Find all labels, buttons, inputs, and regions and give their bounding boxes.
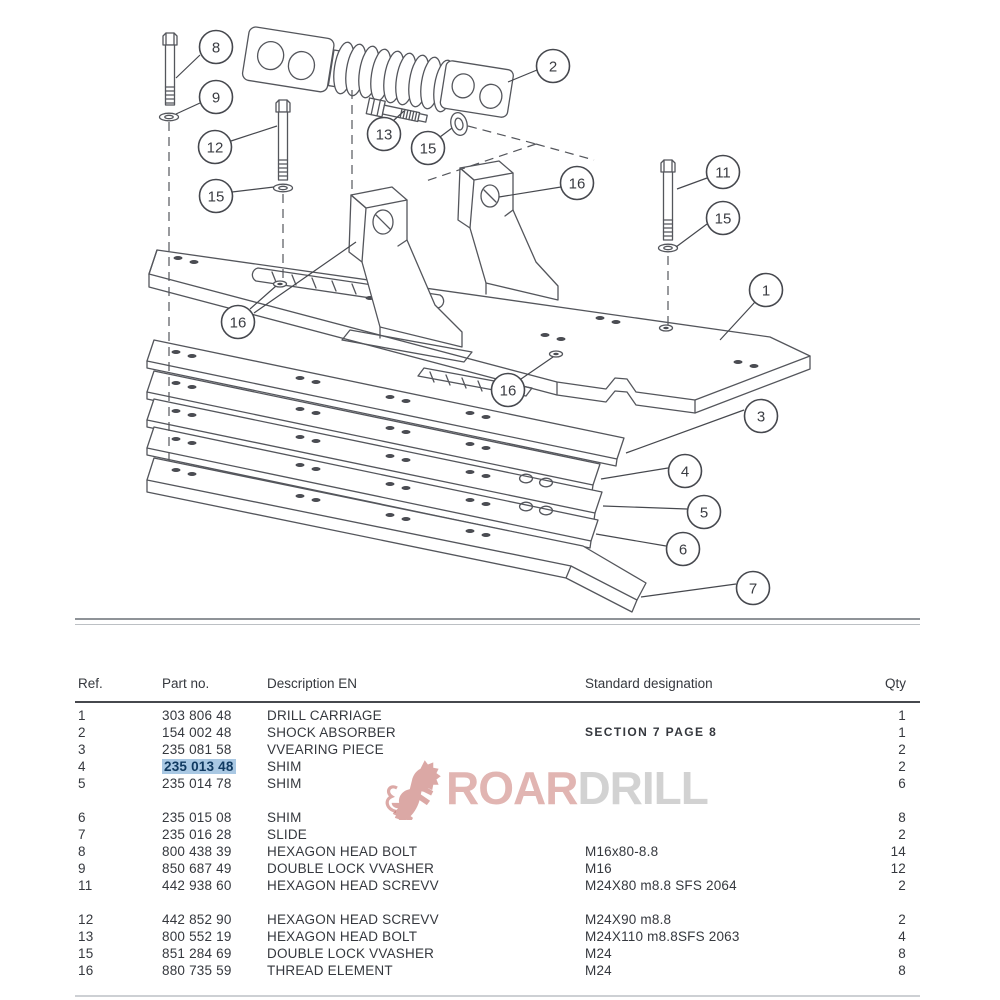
table-row (0, 912, 1000, 929)
table-row (0, 929, 1000, 946)
cell-standard-section-note: SECTION 7 PAGE 8 (585, 725, 718, 739)
page-bottom-rule (75, 995, 920, 997)
bolt-8 (163, 33, 177, 105)
cell-part-no: 235 014 78 (162, 776, 232, 791)
callout-1 (750, 274, 783, 307)
table-row (0, 861, 1000, 878)
cell-description: SLIDE (267, 827, 308, 842)
svg-text:16: 16 (568, 175, 586, 193)
cell-description: THREAD ELEMENT (267, 963, 393, 978)
table-row (0, 878, 1000, 895)
cell-description: DRILL CARRIAGE (267, 708, 382, 723)
cell-part-no-highlighted: 235 013 48 (164, 759, 234, 774)
callout-6 (667, 533, 700, 566)
bolt-11 (661, 160, 675, 240)
cell-qty: 1 (898, 725, 906, 740)
svg-text:5: 5 (699, 504, 709, 522)
callout-2 (537, 50, 570, 83)
callout-9 (200, 81, 233, 114)
svg-text:13: 13 (375, 126, 393, 144)
right-bracket (458, 161, 558, 300)
callout-15-c (707, 202, 740, 235)
cell-qty: 8 (898, 810, 906, 825)
callout-15-a (412, 132, 445, 165)
callout-8 (200, 31, 233, 64)
cell-part-no: 442 938 60 (162, 878, 232, 893)
table-row (0, 759, 1000, 776)
cell-description: SHOCK ABSORBER (267, 725, 396, 740)
cell-ref: 8 (78, 844, 86, 859)
svg-text:8: 8 (211, 39, 221, 57)
svg-text:16: 16 (499, 382, 517, 400)
cell-qty: 1 (898, 708, 906, 723)
callout-5 (688, 496, 721, 529)
cell-part-no: 235 015 08 (162, 810, 232, 825)
header-part-no: Part no. (162, 676, 210, 691)
cell-part-no: 154 002 48 (162, 725, 232, 740)
callout-15-b (200, 180, 233, 213)
callout-3 (745, 400, 778, 433)
callout-4 (669, 455, 702, 488)
svg-text:15: 15 (714, 210, 732, 228)
svg-text:7: 7 (748, 580, 758, 598)
cell-ref: 16 (78, 963, 94, 978)
callout-16-b (222, 306, 255, 339)
cell-part-no: 850 687 49 (162, 861, 232, 876)
bolt-12 (276, 100, 290, 180)
spring-coils (331, 41, 458, 113)
table-row (0, 963, 1000, 980)
header-standard: Standard designation (585, 676, 713, 691)
cell-description: SHIM (267, 810, 302, 825)
cell-ref: 13 (78, 929, 94, 944)
cell-qty: 12 (890, 861, 906, 876)
cell-part-no: 851 284 69 (162, 946, 232, 961)
cell-part-no: 800 438 39 (162, 844, 232, 859)
cell-description: VVEARING PIECE (267, 742, 384, 757)
cell-ref: 6 (78, 810, 86, 825)
cell-part-no: 442 852 90 (162, 912, 232, 927)
washer-15-ring (448, 111, 469, 137)
callout-7 (737, 572, 770, 605)
cell-ref: 5 (78, 776, 86, 791)
section-divider-bottom (75, 624, 920, 625)
cell-standard: M24 (585, 963, 612, 978)
washer-15-right (659, 244, 678, 252)
cell-description: SHIM (267, 759, 302, 774)
cell-part-no: 800 552 19 (162, 929, 232, 944)
cell-description: SHIM (267, 776, 302, 791)
cell-qty: 4 (898, 929, 906, 944)
cell-part-no: 880 735 59 (162, 963, 232, 978)
cell-standard: M24 (585, 946, 612, 961)
washer-15-left (274, 184, 293, 192)
section-divider-top (75, 618, 920, 620)
svg-text:3: 3 (756, 408, 766, 426)
watermark-word-roar: ROAR (446, 762, 578, 814)
svg-text:9: 9 (211, 89, 221, 107)
callout-16-a (561, 167, 594, 200)
cell-qty: 6 (898, 776, 906, 791)
cell-standard: M24X90 m8.8 (585, 912, 672, 927)
table-header (0, 676, 1000, 693)
table-row (0, 827, 1000, 844)
table-row (0, 844, 1000, 861)
cell-ref: 4 (78, 759, 86, 774)
table-row (0, 776, 1000, 793)
cell-part-no: 235 081 58 (162, 742, 232, 757)
cell-qty: 2 (898, 759, 906, 774)
cell-ref: 2 (78, 725, 86, 740)
cell-ref: 11 (78, 878, 93, 893)
cell-ref: 12 (78, 912, 94, 927)
cell-description: DOUBLE LOCK VVASHER (267, 861, 435, 876)
cell-standard: M16 (585, 861, 612, 876)
table-row (0, 810, 1000, 827)
svg-text:2: 2 (548, 58, 558, 76)
cell-qty: 8 (898, 946, 906, 961)
cell-qty: 2 (898, 878, 906, 893)
header-ref: Ref. (78, 676, 103, 691)
cell-description: HEXAGON HEAD BOLT (267, 844, 418, 859)
cell-standard: M16x80-8.8 (585, 844, 659, 859)
table-row (0, 946, 1000, 963)
cell-ref: 15 (78, 946, 94, 961)
table-header-rule (75, 701, 920, 703)
table-row (0, 725, 1000, 742)
cell-description: HEXAGON HEAD SCREVV (267, 912, 439, 927)
cell-ref: 9 (78, 861, 86, 876)
svg-text:12: 12 (206, 139, 224, 157)
cell-standard: M24X110 m8.8SFS 2063 (585, 929, 740, 944)
table-row (0, 708, 1000, 725)
cell-description: DOUBLE LOCK VVASHER (267, 946, 435, 961)
svg-text:6: 6 (678, 541, 688, 559)
header-qty: Qty (884, 676, 906, 691)
callout-16-c (492, 374, 525, 407)
table-row (0, 742, 1000, 759)
cell-description: HEXAGON HEAD BOLT (267, 929, 418, 944)
cell-qty: 2 (898, 742, 906, 757)
cell-qty: 8 (898, 963, 906, 978)
cell-qty: 2 (898, 827, 906, 842)
cell-part-no: 235 016 28 (162, 827, 232, 842)
cell-ref: 7 (78, 827, 86, 842)
washer-9 (160, 113, 179, 121)
cell-description: HEXAGON HEAD SCREVV (267, 878, 439, 893)
callout-12 (199, 131, 232, 164)
cell-qty: 14 (890, 844, 906, 859)
callout-11 (707, 156, 740, 189)
svg-text:11: 11 (715, 164, 731, 182)
watermark-word-drill: DRILL (577, 762, 708, 814)
header-description: Description EN (267, 676, 358, 691)
callout-13 (368, 118, 401, 151)
svg-text:16: 16 (229, 314, 247, 332)
cell-part-no: 303 806 48 (162, 708, 232, 723)
cell-standard: M24X80 m8.8 SFS 2064 (585, 878, 737, 893)
svg-text:1: 1 (761, 282, 771, 300)
svg-text:15: 15 (419, 140, 437, 158)
svg-text:4: 4 (680, 463, 690, 481)
cell-qty: 2 (898, 912, 906, 927)
cell-ref: 3 (78, 742, 86, 757)
svg-text:15: 15 (207, 188, 225, 206)
cell-ref: 1 (78, 708, 86, 723)
